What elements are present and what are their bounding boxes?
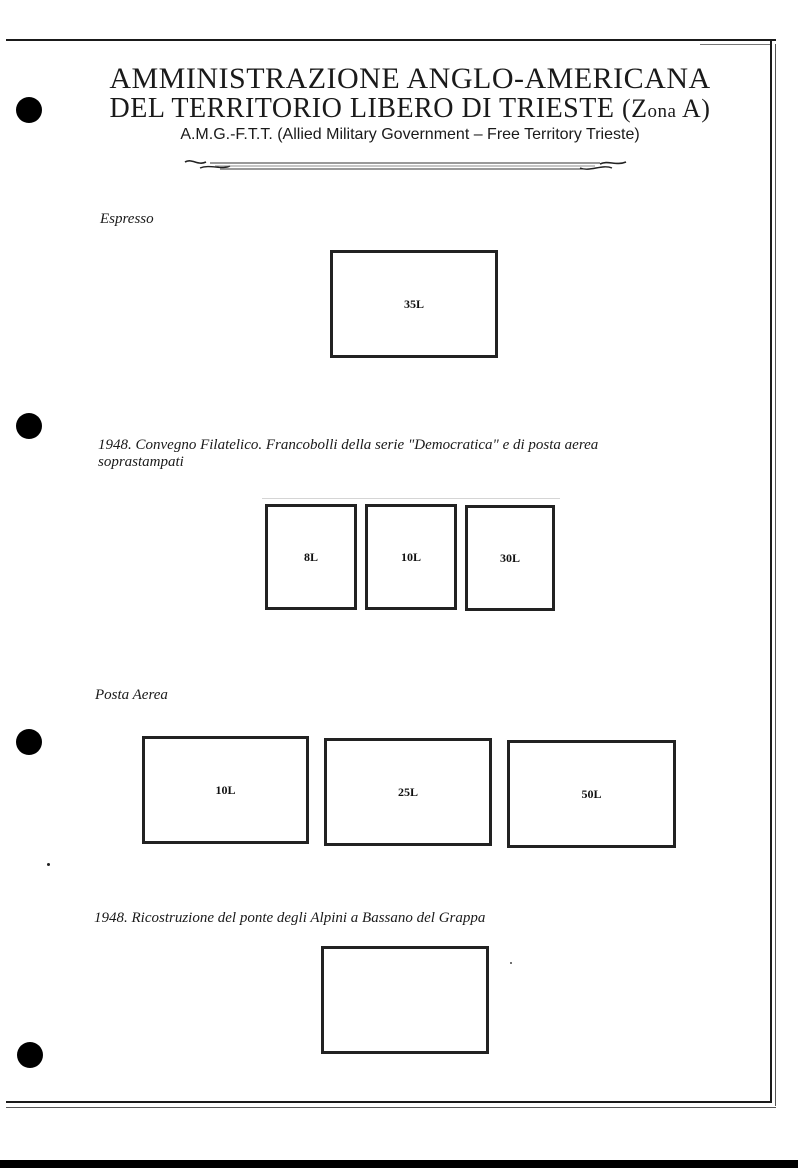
binder-hole-3 [16,729,42,755]
binder-hole-1 [16,97,42,123]
stamp-mount-airmail-10l [142,736,309,844]
page-subtitle: A.M.G.-F.T.T. (Allied Military Government – Free Territory Trieste) [180,126,640,143]
stamp-mount-ponte-alpini [321,946,489,1054]
section-caption-convegno-line1: 1948. Convegno Filatelico. Francobolli della serie "Democratica" e di posta aerea [98,437,599,453]
bottom-border-line-outer [6,1107,776,1108]
top-border-line [6,39,776,41]
page-title-line1: AMMINISTRAZIONE ANGLO-AMERICANA [109,62,711,95]
page-bottom-edge [0,1160,798,1168]
right-border-line [770,41,772,1103]
stamp-value-label: 8L [303,549,318,564]
stamp-value-label: 30L [499,550,520,565]
binder-hole-4 [17,1042,43,1068]
section-caption-ponte-alpini: 1948. Ricostruzione del ponte degli Alpini a Bassano del Grappa [94,910,486,926]
stamp-value-label: 50L [581,786,602,801]
top-border-line-inner [700,44,770,45]
section-caption-convegno-line2: soprastampati [98,454,184,470]
right-border-line-outer [775,44,776,1106]
stamp-mount-35l [330,250,498,358]
stamp-mount-airmail-50l [507,740,676,848]
zona-a-label: (Zona A) [621,94,711,123]
stamp-value-label: 10L [400,549,421,564]
stamp-mount-airmail-25l [324,738,492,846]
stamp-mount-30l [465,505,555,611]
decorative-divider [170,150,640,180]
section-caption-espresso: Espresso [100,211,154,227]
stamp-row-shadow [262,498,560,499]
speck-dot [510,962,512,964]
binder-hole-2 [16,413,42,439]
speck-dot [47,863,50,866]
section-caption-posta-aerea: Posta Aerea [95,687,168,703]
stamp-mount-8l [265,504,357,610]
stamp-value-label: 10L [215,782,236,797]
stamp-value-label: 35L [403,296,424,311]
bottom-border-line [6,1101,772,1103]
page-title-line2-text: DEL TERRITORIO LIBERO DI TRIESTE [109,93,615,124]
page-title-line2 [60,93,760,125]
stamp-mount-10l [365,504,457,610]
stamp-value-label: 25L [397,784,418,799]
